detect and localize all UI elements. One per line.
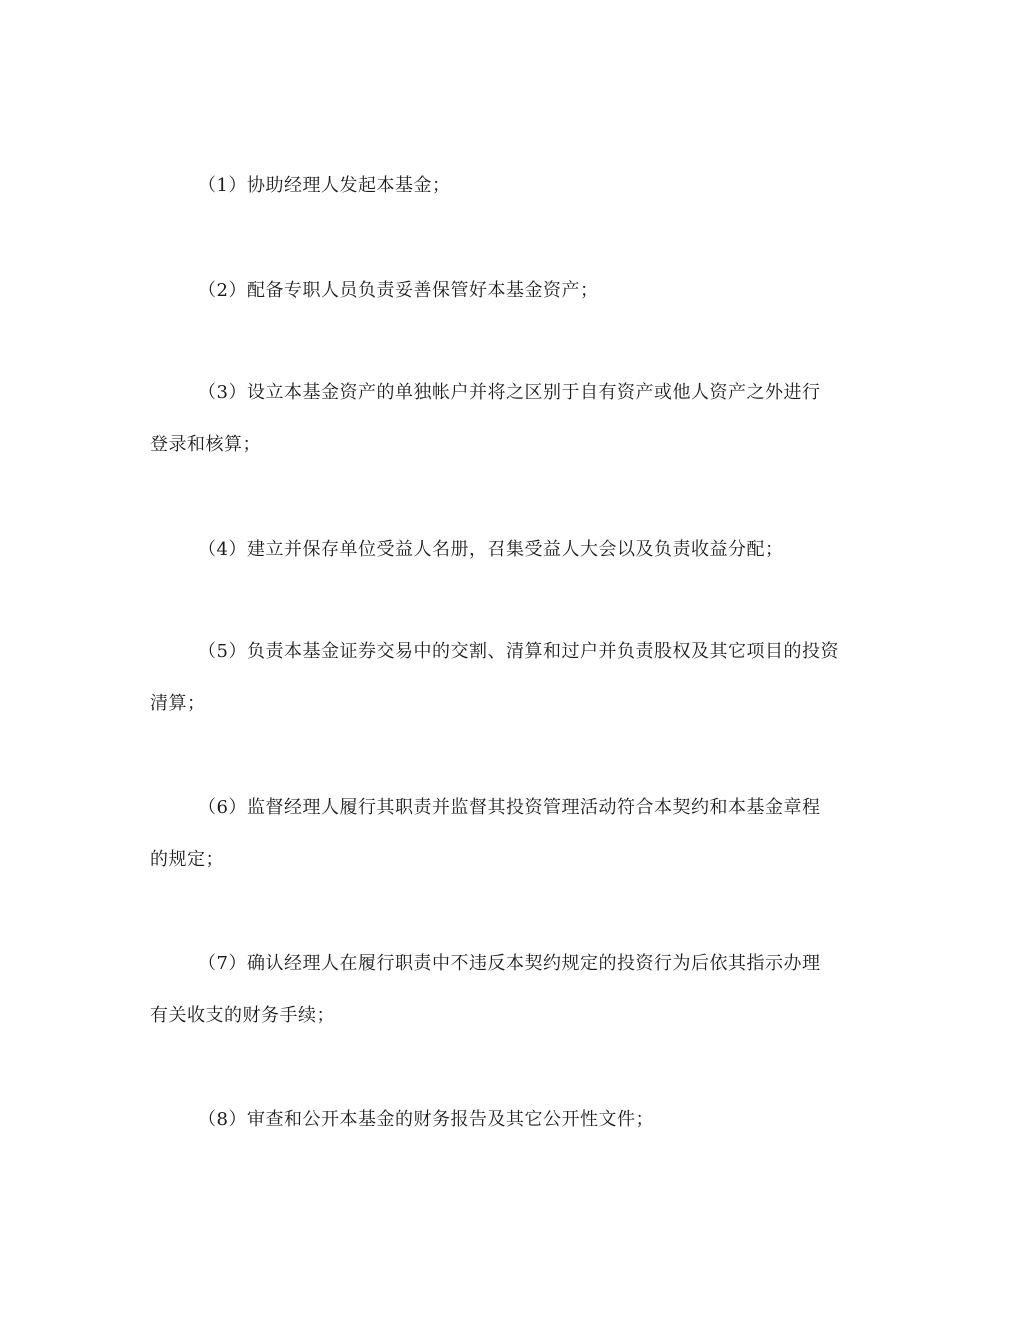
paragraph-line: 的规定； [150, 849, 224, 870]
paragraph-6 [150, 782, 880, 886]
paragraph-3 [150, 367, 880, 471]
paragraph-line: （7）确认经理人在履行职责中不违反本契约规定的投资行为后依其指示办理 [198, 953, 821, 974]
paragraph-8 [150, 1094, 880, 1146]
paragraph-5 [150, 626, 880, 730]
paragraph-line: （2）配备专职人员负责妥善保管好本基金资产； [198, 280, 599, 301]
paragraph-4 [150, 524, 880, 576]
paragraph-line: 有关收支的财务手续； [150, 1005, 335, 1026]
paragraph-1 [150, 160, 880, 212]
paragraph-line: （8）审查和公开本基金的财务报告及其它公开性文件； [198, 1109, 654, 1130]
paragraph-line: 清算； [150, 693, 206, 714]
paragraph-2 [150, 265, 880, 317]
paragraph-line: （6）监督经理人履行其职责并监督其投资管理活动符合本契约和本基金章程 [198, 797, 821, 818]
paragraph-line: 登录和核算； [150, 434, 261, 455]
paragraph-line: （3）设立本基金资产的单独帐户并将之区别于自有资产或他人资产之外进行 [198, 382, 821, 403]
paragraph-line: （4）建立并保存单位受益人名册，召集受益人大会以及负责收益分配； [198, 539, 784, 560]
paragraph-7 [150, 938, 880, 1042]
paragraph-line: （5）负责本基金证券交易中的交割、清算和过户并负责股权及其它项目的投资 [198, 641, 839, 662]
paragraph-line: （1）协助经理人发起本基金； [198, 175, 451, 196]
